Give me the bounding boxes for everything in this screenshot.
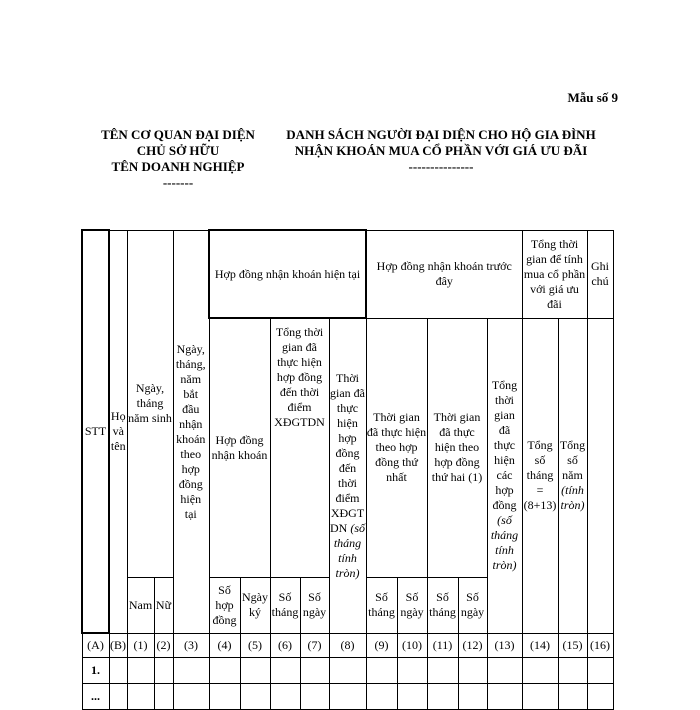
cell: [270, 657, 300, 683]
header-sign-date: Ngày ký: [240, 577, 270, 633]
cell: [397, 657, 427, 683]
header-total-performed: Tổng thời gian đã thực hiện hợp đồng đến thời điểm XĐGTDN: [270, 318, 329, 577]
col-code: (11): [427, 633, 458, 657]
cell: [558, 683, 587, 709]
header-previous-contract: Hợp đồng nhận khoán trước đây: [366, 230, 522, 318]
header-total-months: Tổng số tháng = (8+13): [522, 318, 558, 633]
enterprise-name: TÊN DOANH NGHIỆP: [111, 159, 245, 174]
title-rule: ---------------: [408, 159, 474, 174]
cell: [558, 657, 587, 683]
cell: [127, 657, 154, 683]
col-code: (9): [366, 633, 397, 657]
cell: [329, 683, 366, 709]
col-code: (B): [109, 633, 127, 657]
representative-table: [81, 229, 614, 710]
cell: [458, 683, 487, 709]
total-years-note: (tính tròn): [560, 483, 585, 512]
header-start-date: Ngày, tháng, năm bắt đầu nhận khoán theo hợp đồng hiện tại: [173, 230, 209, 633]
cell: [522, 657, 558, 683]
header-female: Nữ: [154, 577, 173, 633]
cell: [154, 683, 173, 709]
table-row: [82, 683, 613, 709]
cell: [427, 657, 458, 683]
cell: [458, 657, 487, 683]
header-notes: Ghi chú: [587, 230, 613, 318]
header-contract-number: Số hợp đồng: [209, 577, 240, 633]
header-first-contract: Thời gian đã thực hiện theo hợp đồng thứ nhất: [366, 318, 427, 577]
header-days-second: Số ngày: [458, 577, 487, 633]
col-code: (3): [173, 633, 209, 657]
column-code-row: [82, 633, 613, 657]
cell: [240, 657, 270, 683]
cell: [587, 683, 613, 709]
row-number: 1.: [82, 657, 109, 683]
cell: [270, 683, 300, 709]
agency-rule: -------: [162, 175, 194, 190]
col-code: (1): [127, 633, 154, 657]
col-code: (13): [487, 633, 522, 657]
cell: [587, 657, 613, 683]
col-code: (15): [558, 633, 587, 657]
header-time-performed: [329, 318, 366, 633]
cell: [173, 683, 209, 709]
document-title: [276, 127, 606, 175]
time-performed-text: Thời gian đã thực hiện hợp đồng đến thời điểm XĐGT DN: [329, 370, 365, 535]
col-code: (10): [397, 633, 427, 657]
header-date-of-birth: Ngày, tháng năm sinh: [127, 230, 173, 577]
cell: [397, 683, 427, 709]
cell: [109, 657, 127, 683]
cell: [109, 683, 127, 709]
header-months-first: Số tháng: [366, 577, 397, 633]
header-total-time: Tổng thời gian để tính mua cổ phần với giá ưu đãi: [522, 230, 587, 318]
cell: [366, 683, 397, 709]
col-code: (6): [270, 633, 300, 657]
total-years-text: Tổng số năm: [559, 438, 586, 482]
header-stt: STT: [82, 230, 109, 633]
col-code: (7): [300, 633, 329, 657]
header-total-years: [558, 318, 587, 633]
cell: [209, 683, 240, 709]
header-current-contract: Hợp đồng nhận khoán hiện tại: [209, 230, 366, 318]
header-full-name: Họ và tên: [109, 230, 127, 633]
total-contracts-note: (số tháng tính tròn): [490, 513, 519, 572]
agency-line-2: CHỦ SỞ HỮU: [136, 143, 220, 158]
header-contract-ref: Hợp đồng nhận khoán: [209, 318, 270, 577]
col-code: (16): [587, 633, 613, 657]
header-notes-sub: [587, 318, 613, 633]
cell: [300, 683, 329, 709]
form-number: Mẫu số 9: [567, 90, 618, 105]
header-months-current: Số tháng: [270, 577, 300, 633]
col-code: (5): [240, 633, 270, 657]
col-code: (2): [154, 633, 173, 657]
cell: [154, 657, 173, 683]
total-contracts-text: Tổng thời gian đã thực hiện các hợp đồng: [491, 378, 518, 512]
cell: [329, 657, 366, 683]
header-days-current: Số ngày: [300, 577, 329, 633]
title-line-1: DANH SÁCH NGƯỜI ĐẠI DIỆN CHO HỘ GIA ĐÌNH: [286, 127, 596, 142]
time-performed-note: (số tháng tính tròn): [333, 520, 365, 580]
agency-line-1: TÊN CƠ QUAN ĐẠI DIỆN: [101, 127, 255, 142]
col-code: (14): [522, 633, 558, 657]
header-second-contract: Thời gian đã thực hiện theo hợp đồng thứ hai (1): [427, 318, 487, 577]
header-days-first: Số ngày: [397, 577, 427, 633]
header-total-contracts: [487, 318, 522, 633]
header-male: Nam: [127, 577, 154, 633]
col-code: (12): [458, 633, 487, 657]
cell: [427, 683, 458, 709]
cell: [209, 657, 240, 683]
cell: [173, 657, 209, 683]
col-code: (4): [209, 633, 240, 657]
cell: [366, 657, 397, 683]
table-row: [82, 657, 613, 683]
cell: [522, 683, 558, 709]
cell: [487, 683, 522, 709]
row-number: ...: [82, 683, 109, 709]
cell: [300, 657, 329, 683]
col-code: (8): [329, 633, 366, 657]
col-code: (A): [82, 633, 109, 657]
title-line-2: NHẬN KHOÁN MUA CỔ PHẦN VỚI GIÁ ƯU ĐÃI: [294, 143, 588, 158]
cell: [240, 683, 270, 709]
agency-header: [92, 127, 264, 191]
header-months-second: Số tháng: [427, 577, 458, 633]
cell: [127, 683, 154, 709]
cell: [487, 657, 522, 683]
